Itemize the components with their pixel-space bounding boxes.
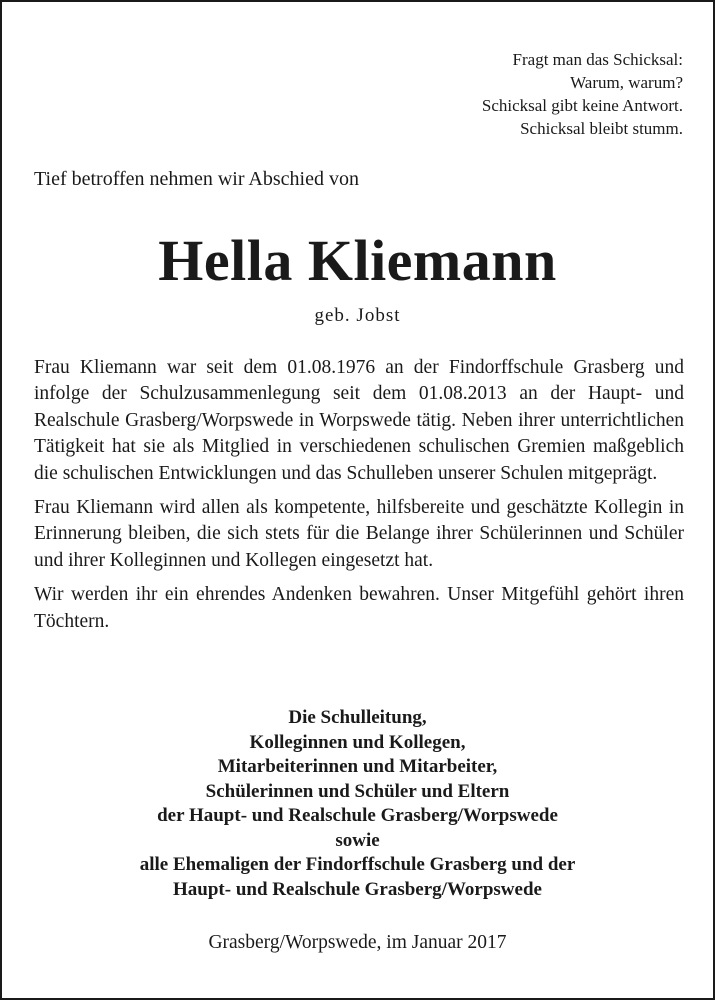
place-and-date: Grasberg/Worpswede, im Januar 2017 bbox=[208, 932, 507, 953]
signatory-line: der Haupt- und Realschule Grasberg/Worpswede bbox=[157, 805, 558, 826]
signatory-line: Haupt- und Realschule Grasberg/Worpswede bbox=[173, 878, 542, 900]
signatory-line: Kolleginnen und Kollegen, bbox=[249, 731, 466, 753]
birth-name: geb. Jobst bbox=[314, 305, 401, 326]
intro-text: Tief betroffen nehmen wir Abschied von bbox=[34, 168, 359, 190]
poem-line: Fragt man das Schicksal: bbox=[512, 50, 683, 69]
body-paragraph: Wir werden ihr ein ehrendes Andenken bewahren. Unser Mitgefühl gehört ihren Töchtern. bbox=[34, 584, 684, 632]
poem-line: Schicksal gibt keine Antwort. bbox=[481, 96, 683, 115]
signatory-line: sowie bbox=[335, 829, 380, 851]
signatory-line: Die Schulleitung, bbox=[288, 707, 427, 728]
signatory-line: Schülerinnen und Schüler und Eltern bbox=[205, 780, 510, 802]
body-paragraph: Frau Kliemann war seit dem 01.08.1976 an der Findorffschule Grasberg und infolge der Schulzusammenlegung seit dem 01.08.2013 an der Haupt- und Realschule Grasberg/Worpswede in Worpswede tätig. Neben ihrer unterrichtlichen Tätigkeit hat sie als Mitglied in verschiedenen schulischen Gremien maßgeblich die schulischen Entwicklungen und das Schulleben unserer Schulen mitgeprägt. bbox=[34, 357, 684, 484]
signatory-line: Mitarbeiterinnen und Mitarbeiter, bbox=[217, 756, 498, 777]
obituary-body bbox=[34, 355, 684, 643]
signatories-block bbox=[2, 706, 713, 902]
poem-line: Warum, warum? bbox=[570, 73, 683, 92]
poem-verse bbox=[482, 48, 683, 140]
signatory-line: alle Ehemaligen der Findorffschule Grasberg und der bbox=[139, 854, 576, 875]
poem-line: Schicksal bleibt stumm. bbox=[520, 119, 683, 138]
deceased-name: Hella Kliemann bbox=[158, 228, 557, 293]
body-paragraph: Frau Kliemann wird allen als kompetente, hilfsbereite und geschätzte Kollegin in Erinnerung bleiben, die sich stets für die Belange ihrer Schülerinnen und Schüler und ihrer Kolleginnen und Kollegen eingesetzt hat. bbox=[34, 497, 684, 571]
